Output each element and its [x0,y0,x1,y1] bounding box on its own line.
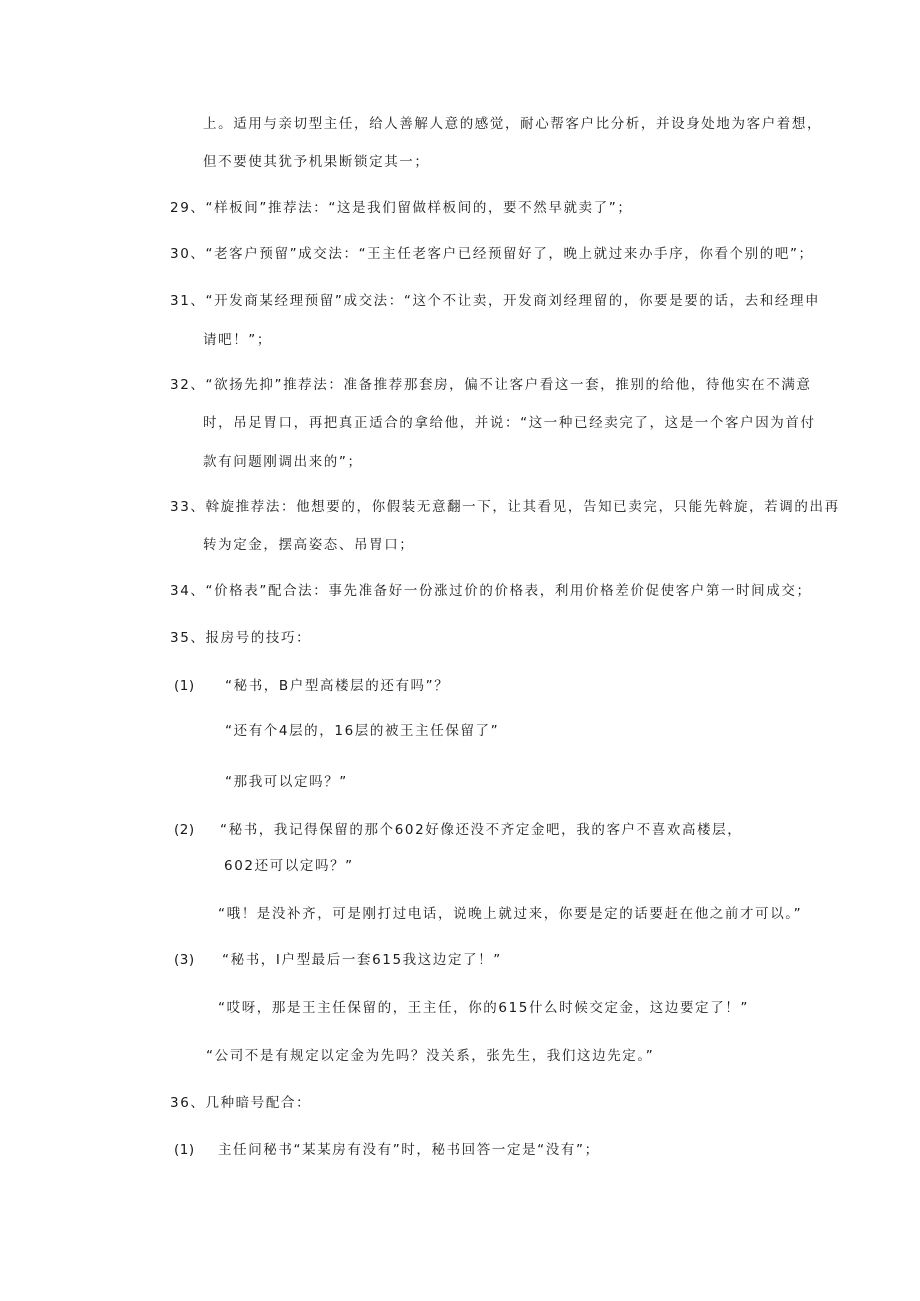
list-item-34: 34、“价格表”配合法：事先准备好一份涨过价的价格表，利用价格差价促使客户第一时间成交； [170,583,812,599]
list-item-36: 36、几种暗号配合： [170,1095,312,1111]
sub-item-number: (2) [174,822,195,838]
text-line: 转为定金，摆高姿态、吊胃口； [203,537,415,553]
list-item-31: 31、“开发商某经理预留”成交法：“这个不让卖，开发商刘经理留的，你要是要的话，去和经理申 [170,293,821,309]
dialogue-line: “还有个4层的，16层的被王主任保留了” [225,723,500,739]
text-line: 款有问题刚调出来的”； [203,454,363,470]
sub-item-number: (3) [174,952,195,968]
dialogue-line: “那我可以定吗？” [225,774,348,790]
dialogue-line: “秘书，B户型高楼层的还有吗”？ [225,678,450,694]
text-line: 时，吊足胃口，再把真正适合的拿给他，并说：“这一种已经卖完了，这是一个客户因为首付 [203,415,816,431]
list-item-35: 35、报房号的技巧： [170,630,312,646]
dialogue-line: 602还可以定吗？” [224,858,354,874]
list-item-32: 32、“欲扬先抑”推荐法：准备推荐那套房，偏不让客户看这一套，推别的给他，待他实在不满意 [170,377,812,393]
dialogue-line: “秘书，我记得保留的那个602好像还没不齐定金吧，我的客户不喜欢高楼层， [220,822,743,838]
text-line: 主任问秘书“某某房有没有”时，秘书回答一定是“没有”； [218,1142,600,1158]
text-line: 但不要使其犹予机果断锁定其一； [203,154,430,170]
list-item-30: 30、“老客户预留”成交法：“王主任老客户已经预留好了，晚上就过来办手序，你看个别的吧”； [170,246,814,262]
list-item-29: 29、“样板间”推荐法：“这是我们留做样板间的，要不然早就卖了”； [170,200,633,216]
text-line: 请吧！”； [203,332,272,348]
sub-item-number: (1) [174,678,195,694]
list-item-33: 33、斡旋推荐法：他想要的，你假装无意翻一下，让其看见，告知已卖完，只能先斡旋，若调的出再 [170,499,840,515]
dialogue-line: “公司不是有规定以定金为先吗？没关系，张先生，我们这边先定。” [206,1048,655,1064]
text-line: 上。适用与亲切型主任，给人善解人意的感觉，耐心帮客户比分析，并设身处地为客户着想， [203,116,823,132]
dialogue-line: “秘书，I户型最后一套615我这边定了！” [222,952,502,968]
sub-item-number: (1) [174,1142,195,1158]
dialogue-line: “哎呀，那是王主任保留的，王主任，你的615什么时候交定金，这边要定了！” [218,1000,749,1016]
dialogue-line: “哦！是没补齐，可是刚打过电话，说晚上就过来，你要是定的话要赶在他之前才可以。” [218,906,803,922]
